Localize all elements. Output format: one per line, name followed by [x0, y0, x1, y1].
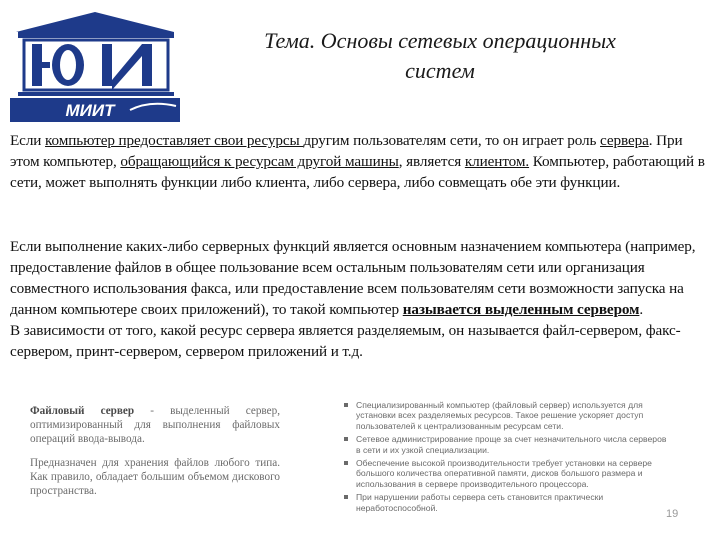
definition-text: - выделенный сервер, оптимизированный для выполнения файловых операций ввода-вывода. [30, 405, 280, 445]
definition-paragraph [30, 404, 280, 446]
text-run-underlined: обращающийся к ресурсам другой машины [120, 153, 399, 170]
page-number: 19 [666, 508, 679, 520]
purpose-paragraph: Предназначен для хранения файлов любого типа. Как правило, обладает большим объемом дискового пространства. [30, 457, 280, 497]
miit-logo [10, 10, 180, 122]
paragraph-intro [10, 130, 710, 193]
list-item: Специализированный компьютер (файловый сервер) используется для установки всех разделяемых ресурсов. Такое решение ускоряет доступ пользователей к централизованным ресурсам сети. [356, 400, 670, 431]
file-server-definition [30, 404, 280, 508]
text-run-underlined: компьютер предоставляет свои ресурсы [45, 132, 304, 149]
list-item: Сетевое администрирование проще за счет незначительного числа серверов в сети и их узкой специализации. [356, 434, 670, 455]
slide-title [200, 26, 680, 86]
text-run: Если выполнение каких-либо серверных функций является основным назначением компьютера (например, предоставление файлов в общее пользование всем остальным пользователям сети или организация совместного использования факса, или предоставление всем пользователям сети возможности запуска на данном компьютере своих приложений), то такой компьютер [10, 238, 696, 318]
list-item: При нарушении работы сервера сеть становится практически неработоспособной. [356, 492, 670, 513]
logo-graphic [10, 10, 180, 122]
text-run: . [639, 301, 644, 318]
text-run: другим пользователям сети, то он играет роль [303, 132, 601, 149]
list-item: Обеспечение высокой производительности требует установки на сервере большого количества оперативной памяти, дисков большого размера и использования в сервере производительного процессора. [356, 458, 670, 489]
paragraph-dedicated-server [10, 236, 710, 362]
feature-list [340, 400, 670, 513]
title-line-2: систем [405, 58, 475, 83]
text-run: Компьютер, работающий в сети, может выполнять функции либо клиента, либо сервера, либо совмещать обе эти функции. [10, 153, 705, 191]
text-run: Если [10, 132, 46, 149]
term-dedicated-server: называется выделенным сервером [402, 301, 640, 318]
term-server: сервера [600, 132, 649, 149]
text-run: , является [398, 153, 465, 170]
title-line-1: Тема. Основы сетевых операционных [264, 28, 616, 53]
text-run: В зависимости от того, какой ресурс сервера является разделяемым, он называется файл-сервером, факс-сервером, принт-сервером, сервером приложений и т.д. [10, 322, 681, 360]
term-client: клиентом. [464, 153, 530, 170]
text-run: . При этом компьютер, [10, 132, 683, 170]
file-server-features [340, 400, 670, 516]
definition-term: Файловый сервер [30, 405, 135, 417]
logo-bottom-text: МИИТ [65, 101, 115, 120]
